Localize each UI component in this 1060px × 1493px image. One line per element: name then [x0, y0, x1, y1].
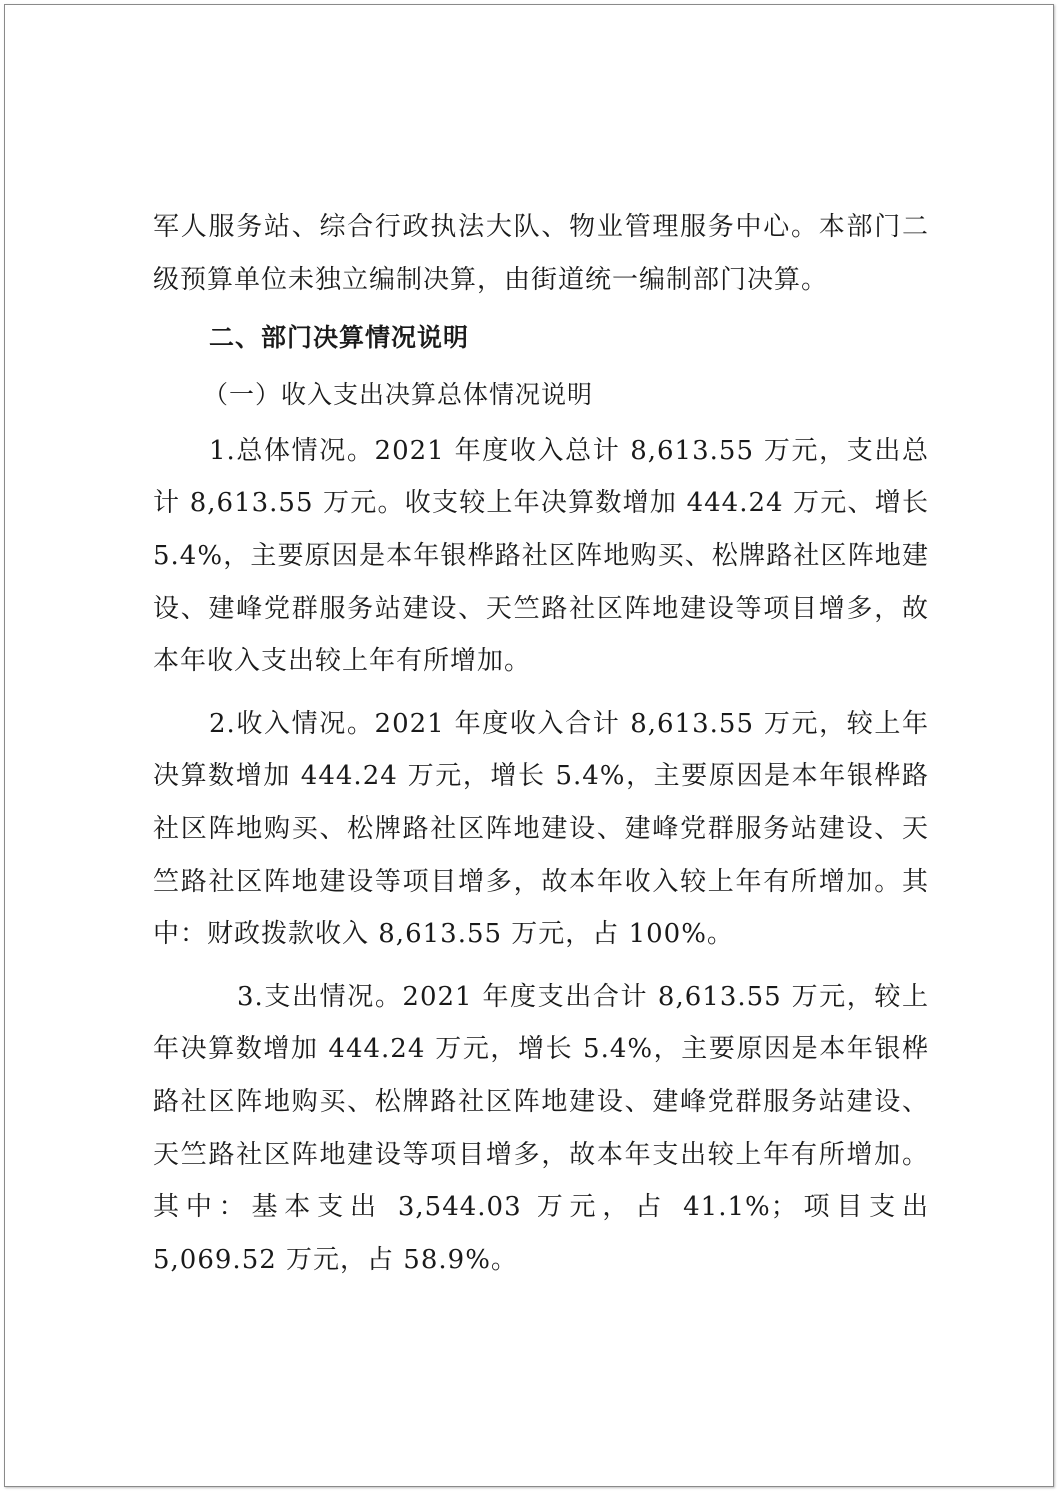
subsection-heading: （一）收入支出决算总体情况说明: [203, 379, 594, 409]
paragraph-overall: 1.总体情况。2021 年度收入总计 8,613.55 万元，支出总计 8,613.55 万元。收支较上年决算数增加 444.24 万元、增长 5.4%，主要原因是本年银桦路社区阵地购买、松牌路社区阵地建设、建峰党群服务站建设、天竺路社区阵地建设等项目增多，故本年收入支出较上年有所增加。: [153, 435, 929, 677]
continuation-paragraph: 军人服务站、综合行政执法大队、物业管理服务中心。本部门二级预算单位未独立编制决算，由街道统一编制部门决算。: [153, 212, 929, 295]
document-body: [153, 201, 929, 1286]
document-page: [4, 4, 1054, 1487]
paragraph-income: 2.收入情况。2021 年度收入合计 8,613.55 万元，较上年决算数增加 444.24 万元，增长 5.4%，主要原因是本年银桦路社区阵地购买、松牌路社区阵地建设、建峰党群服务站建设、天竺路社区阵地建设等项目增多，故本年收入较上年有所增加。其中：财政拨款收入 8,613.55 万元，占 100%。: [153, 708, 929, 950]
section-heading: 二、部门决算情况说明: [209, 323, 470, 353]
paragraph-expenditure: 3.支出情况。2021 年度支出合计 8,613.55 万元，较上年决算数增加 444.24 万元，增长 5.4%，主要原因是本年银桦路社区阵地购买、松牌路社区阵地建设、建峰党群服务站建设、天竺路社区阵地建设等项目增多，故本年支出较上年有所增加。其中：基本支出 3,544.03 万元，占 41.1%；项目支出 5,069.52 万元，占 58.9%。: [153, 981, 929, 1275]
